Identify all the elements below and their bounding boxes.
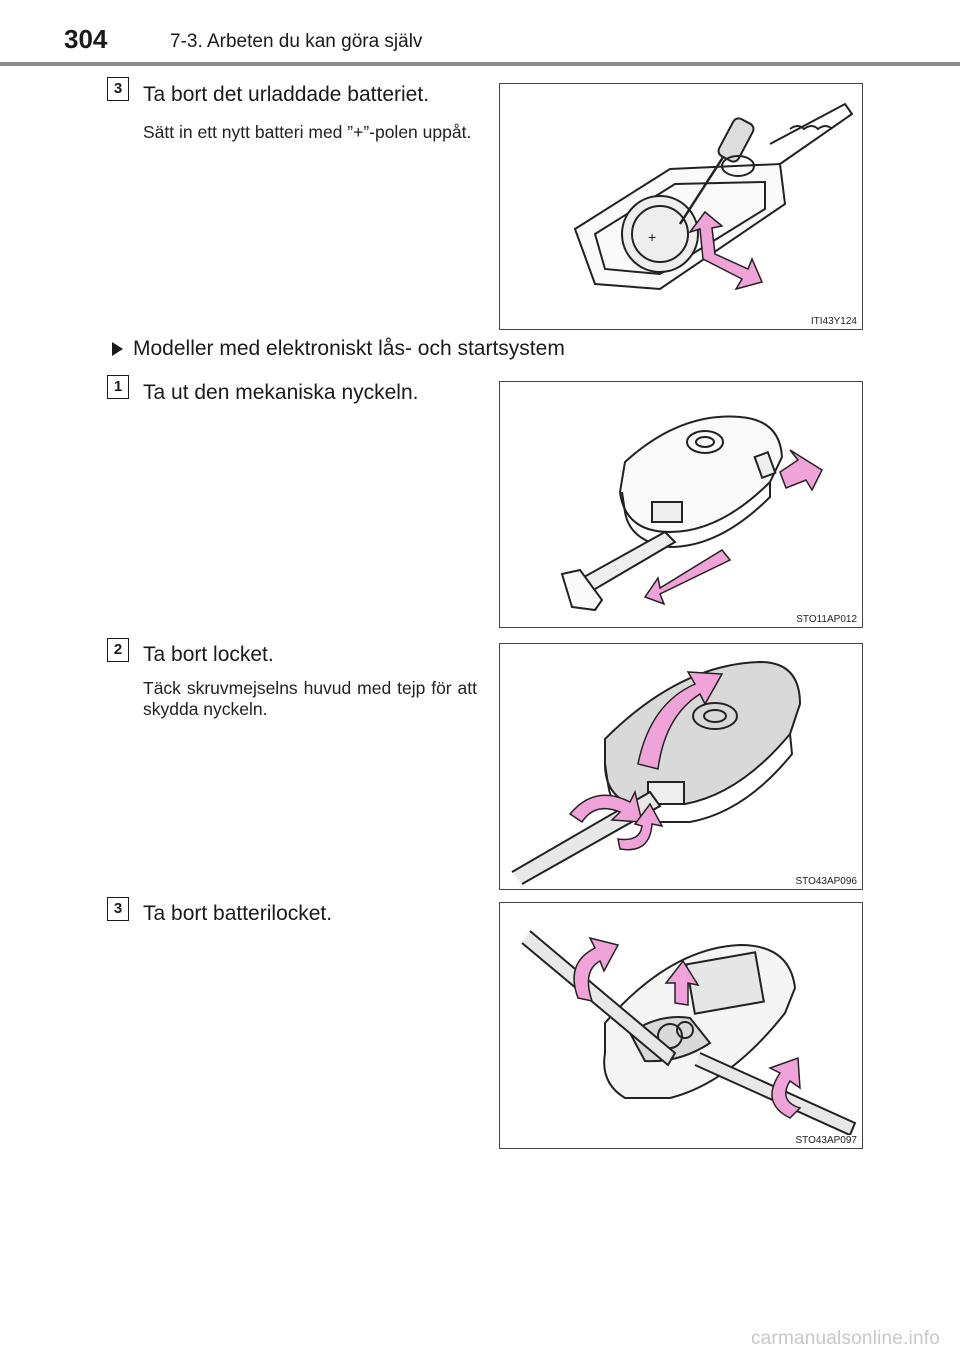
- figure-remove-battery-cover: [499, 902, 863, 1149]
- watermark[interactable]: carmanualsonline.info: [750, 1328, 940, 1349]
- section-title: 7-3. Arbeten du kan göra själv: [170, 31, 423, 52]
- figure-remove-mechanical-key: [499, 381, 863, 628]
- step-body: Sätt in ett nytt batteri med ”+”-polen uppåt.: [143, 122, 472, 142]
- subsection-text: Modeller med elektroniskt lås- och startsystem: [133, 337, 565, 360]
- step-heading: Ta ut den mekaniska nyckeln.: [143, 381, 419, 404]
- triangle-bullet-icon: [112, 342, 123, 356]
- header-rule: [0, 62, 960, 66]
- step-badge: 1: [107, 375, 129, 399]
- step-heading: Ta bort det urladdade batteriet.: [143, 83, 430, 106]
- step-badge: 3: [107, 897, 129, 921]
- battery-cover-illustration: [500, 903, 862, 1148]
- step-heading: Ta bort locket.: [143, 643, 274, 666]
- figure-code: ITI43Y124: [810, 316, 857, 327]
- subsection-heading: [112, 337, 565, 361]
- page-number: 304: [64, 24, 108, 54]
- step-badge: 3: [107, 77, 129, 101]
- key-cover-illustration: [500, 644, 862, 889]
- step-body: Täck skruvmejselns huvud med tejp för att skydda nyckeln.: [143, 678, 477, 719]
- step-heading: Ta bort batterilocket.: [143, 902, 333, 925]
- figure-code: STO11AP012: [796, 614, 857, 625]
- svg-text:+: +: [648, 229, 657, 245]
- step-badge: 2: [107, 638, 129, 662]
- key-battery-illustration: [500, 84, 862, 329]
- smart-key-illustration: [500, 382, 862, 627]
- figure-code: STO43AP097: [795, 1135, 857, 1146]
- figure-remove-cover: [499, 643, 863, 890]
- figure-code: STO43AP096: [795, 876, 857, 887]
- figure-replace-battery: [499, 83, 863, 330]
